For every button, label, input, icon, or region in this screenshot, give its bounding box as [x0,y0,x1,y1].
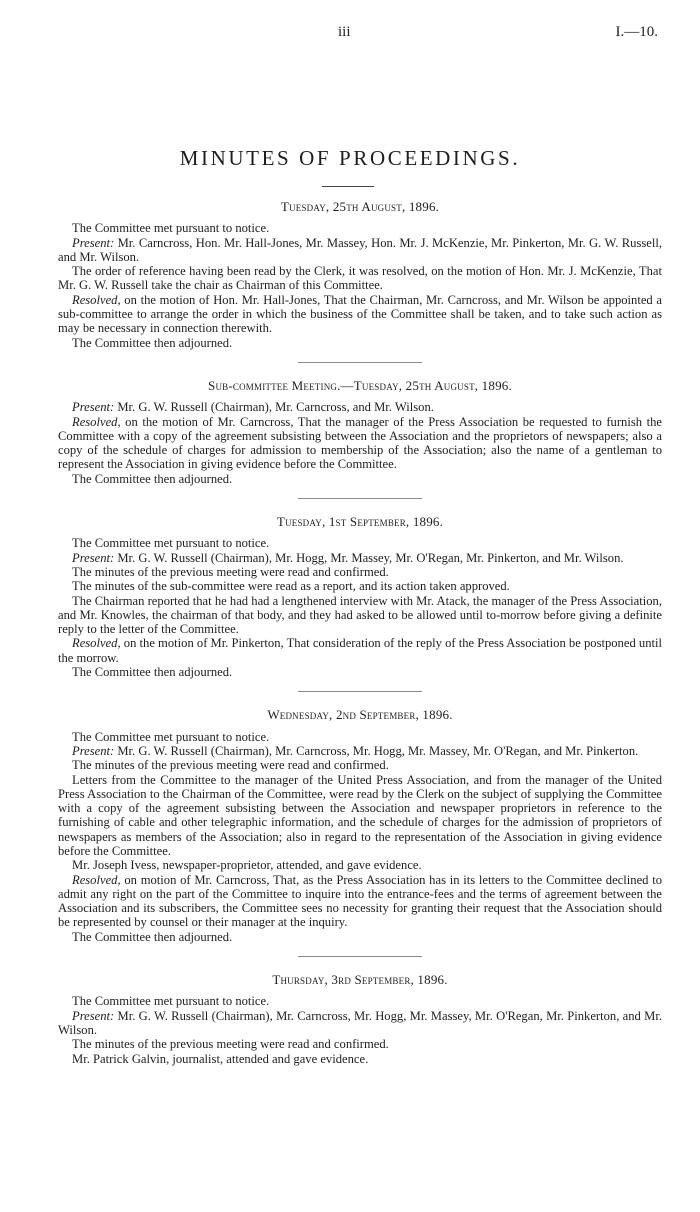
page-title: MINUTES OF PROCEEDINGS. [179,146,521,170]
page-number: iii [338,24,351,40]
paragraph-text: The Chairman reported that he had had a lengthened interview with Mr. Atack, the manager of the Press Association, and Mr. Knowles, the chairman of that body, and they had asked to be allowed until to-morrow before giving a definite reply to the letter of the Committee. [58,593,662,637]
paragraph-lead: Present: [72,550,115,565]
meeting-section [58,200,662,350]
section-separator [298,362,422,363]
minute-paragraph [58,336,662,350]
section-separator [298,691,422,692]
title-rule [322,186,374,187]
paragraph-lead: Present: [72,235,115,250]
meeting-heading: Thursday, 3rd September, 1896. [272,972,448,988]
paragraph-text: Mr. Patrick Galvin, journalist, attended and gave evidence. [72,1051,369,1066]
document-reference: I.—10. [615,24,658,40]
paragraph-lead: Resolved, [72,872,121,887]
minute-paragraph [58,551,662,565]
meeting-heading: Tuesday, 25th August, 1896. [280,199,440,214]
minute-paragraph [58,636,662,665]
minute-paragraph [58,594,662,637]
paragraph-text: The Committee met pursuant to notice. [72,536,270,551]
paragraph-text: The Committee then adjourned. [72,471,233,486]
minute-paragraph [58,773,662,859]
paragraph-text: The Committee met pursuant to notice. [72,221,270,236]
paragraph-text: Letters from the Committee to the manager of the United Press Association, and from the manager of the United Press Association to the Chairman of the Committee, were read by the Clerk on the subject of supplying the Committee with a copy of the agreement subsisting between the Association and newspaper proprietors in reference to the furnishing of cable and other telegraphic information, and the schedule of charges for the admission of proprietors of newspapers as members of the Association; also in regard to the representation of the Association in giving evidence before the Committee. [58,772,662,858]
minute-paragraph [58,293,662,336]
page-header [0,24,700,44]
paragraph-text: on motion of Mr. Carncross, That, as the Press Association has in its letters to the Committee declined to admit any right on the part of the Committee to inquire into the entrance-fees and the terms of agreement between the Association and its subscribers, the Committee sees no necessity for granting their request that the Association should be represented by counsel or their manager at the inquiry. [58,872,662,930]
paragraph-text: The Committee then adjourned. [72,335,233,350]
paragraph-text: The minutes of the previous meeting were read and confirmed. [72,758,389,773]
paragraph-text: on the motion of Hon. Mr. Hall-Jones, That the Chairman, Mr. Carncross, and Mr. Wilson be appointed a sub-committee to arrange the order in which the business of the Committee shall be taken, and to take such action as may be necessary in connection therewith. [58,292,662,336]
paragraph-lead: Resolved, [72,636,121,651]
minute-paragraph [58,665,662,679]
minute-paragraph [58,1037,662,1051]
paragraph-text: Mr. G. W. Russell (Chairman), Mr. Carncross, Mr. Hogg, Mr. Massey, Mr. O'Regan, and Mr. Pinkerton. [114,743,639,758]
minute-paragraph [58,930,662,944]
meeting-heading: Tuesday, 1st September, 1896. [276,514,444,530]
meeting-section [58,515,662,679]
paragraph-text: The minutes of the sub-committee were read as a report, and its action taken approved. [72,579,510,594]
minute-paragraph [58,1052,662,1066]
section-separator [298,498,422,499]
paragraph-text: Mr. G. W. Russell (Chairman), Mr. Hogg, Mr. Massey, Mr. O'Regan, Mr. Pinkerton, and Mr. Wilson. [114,550,624,565]
minute-paragraph [58,400,662,414]
minute-paragraph [58,858,662,872]
paragraph-text: Mr. G. W. Russell (Chairman), Mr. Carncross, Mr. Hogg, Mr. Massey, Mr. O'Regan, Mr. Pinkerton, and Mr. Wilson. [58,1008,662,1037]
paragraph-text: The Committee met pursuant to notice. [72,994,270,1009]
minute-paragraph [58,744,662,758]
paragraph-text: on the motion of Mr. Carncross, That the manager of the Press Association be requested to furnish the Committee with a copy of the agreement subsisting between the Association and the proprietors of newspapers; also a copy of the schedule of charges for admission to membership of the Association; also the name of a gentleman to represent the Association in giving evidence before the Committee. [58,414,662,472]
paragraph-text: Mr. Joseph Ivess, newspaper-proprietor, attended, and gave evidence. [72,858,422,873]
paragraph-lead: Present: [72,1008,115,1023]
minute-paragraph [58,264,662,293]
minute-paragraph [58,730,662,744]
minute-paragraph [58,1009,662,1038]
paragraph-text: on the motion of Mr. Pinkerton, That consideration of the reply of the Press Association be postponed until the morrow. [58,636,662,665]
meeting-heading: Sub-committee Meeting.—Tuesday, 25th August, 1896. [208,377,512,393]
paragraph-text: The order of reference having been read by the Clerk, it was resolved, on the motion of Hon. Mr. J. McKenzie, That Mr. G. W. Russell take the chair as Chairman of this Committee. [58,264,662,293]
minute-paragraph [58,221,662,235]
minute-paragraph [58,873,662,930]
meeting-section [58,973,662,1066]
minute-paragraph [58,536,662,550]
paragraph-text: The minutes of the previous meeting were read and confirmed. [72,1037,389,1052]
minute-paragraph [58,994,662,1008]
paragraph-text: The Committee then adjourned. [72,665,233,680]
minute-paragraph [58,236,662,265]
paragraph-text: Mr. Carncross, Hon. Mr. Hall-Jones, Mr. Massey, Hon. Mr. J. McKenzie, Mr. Pinkerton, Mr. G. W. Russell, and Mr. Wilson. [58,235,662,264]
paragraph-lead: Resolved, [72,414,121,429]
minute-paragraph [58,565,662,579]
section-separator [298,956,422,957]
minute-paragraph [58,472,662,486]
paragraph-lead: Present: [72,400,115,415]
paragraph-text: The minutes of the previous meeting were read and confirmed. [72,564,389,579]
meeting-section [58,708,662,944]
meeting-section [58,379,662,486]
paragraph-lead: Resolved, [72,292,121,307]
minute-paragraph [58,758,662,772]
minutes-body [58,200,662,1066]
minute-paragraph [58,579,662,593]
minute-paragraph [58,415,662,472]
paragraph-lead: Present: [72,743,115,758]
paragraph-text: The Committee met pursuant to notice. [72,729,270,744]
paragraph-text: The Committee then adjourned. [72,929,233,944]
paragraph-text: Mr. G. W. Russell (Chairman), Mr. Carncross, and Mr. Wilson. [114,400,434,415]
meeting-heading: Wednesday, 2nd September, 1896. [267,707,453,723]
